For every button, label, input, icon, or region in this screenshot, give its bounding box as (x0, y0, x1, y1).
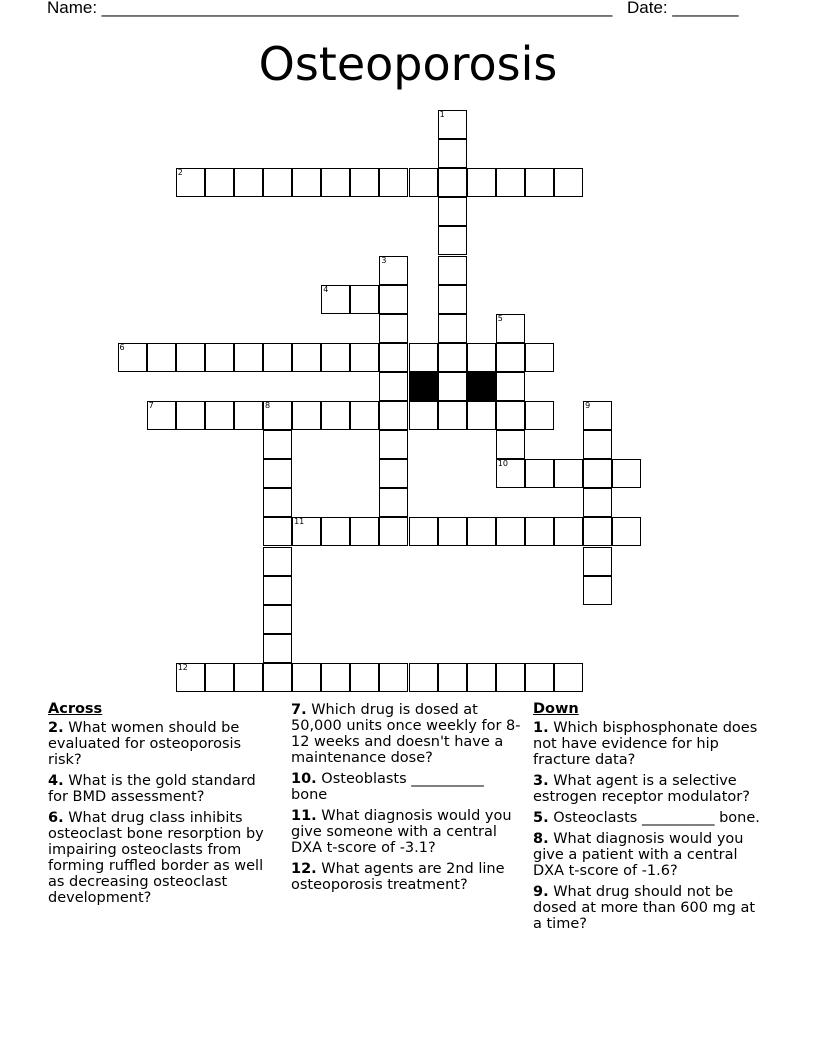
grid-cell[interactable] (438, 139, 467, 168)
clue-across-2: 2. What women should be evaluated for osteoporosis risk? (48, 720, 242, 768)
grid-cell[interactable] (409, 517, 438, 546)
cell-number: 11 (294, 517, 305, 527)
grid-cell[interactable] (525, 459, 554, 488)
grid-cell[interactable] (205, 343, 234, 372)
grid-cell[interactable] (263, 343, 292, 372)
grid-cell[interactable] (263, 517, 292, 546)
grid-cell[interactable] (263, 459, 292, 488)
grid-cell[interactable] (496, 168, 525, 197)
grid-cell[interactable] (205, 401, 234, 430)
grid-cell[interactable] (438, 372, 467, 401)
cell-number: 12 (177, 662, 188, 672)
grid-cell[interactable] (583, 488, 612, 517)
grid-cell[interactable] (379, 372, 408, 401)
grid-cell[interactable] (350, 663, 379, 692)
grid-cell[interactable] (292, 663, 321, 692)
cell-number: 8 (265, 401, 271, 410)
grid-cell[interactable] (263, 605, 292, 634)
grid-cell[interactable] (496, 459, 525, 488)
grid-cell[interactable] (263, 576, 292, 605)
grid-cell[interactable] (147, 343, 176, 372)
cell-number: 9 (585, 401, 591, 410)
clue-across-4: 4. What is the gold standard for BMD assessment? (48, 773, 256, 805)
grid-cell[interactable] (583, 576, 612, 605)
grid-cell[interactable] (467, 663, 496, 692)
grid-cell[interactable] (496, 314, 525, 343)
grid-cell[interactable] (438, 343, 467, 372)
across-clues-continued (291, 702, 521, 898)
grid-cell[interactable] (292, 343, 321, 372)
grid-cell[interactable] (205, 168, 234, 197)
grid-cell[interactable] (554, 517, 583, 546)
grid-cell[interactable] (496, 343, 525, 372)
cell-number: 1 (439, 110, 445, 119)
page-title: Osteoporosis (258, 37, 558, 91)
grid-cell[interactable] (612, 459, 641, 488)
grid-cell[interactable] (467, 517, 496, 546)
grid-cell[interactable] (321, 168, 350, 197)
grid-cell[interactable] (496, 430, 525, 459)
grid-cell[interactable] (234, 401, 263, 430)
grid-cell[interactable] (379, 285, 408, 314)
grid-cell[interactable] (379, 663, 408, 692)
grid-cell[interactable] (263, 547, 292, 576)
grid-cell[interactable] (176, 343, 205, 372)
cell-number: 10 (497, 459, 508, 469)
grid-cell[interactable] (438, 226, 467, 255)
grid-cell[interactable] (467, 401, 496, 430)
grid-cell[interactable] (234, 168, 263, 197)
clue-across-11: 11. What diagnosis would you give someone with a central DXA t-score of -3.1? (291, 808, 512, 856)
grid-cell[interactable] (379, 256, 408, 285)
grid-cell[interactable] (350, 343, 379, 372)
across-clue-list (48, 720, 278, 906)
grid-cell[interactable] (496, 517, 525, 546)
grid-cell[interactable] (525, 401, 554, 430)
cell-number: 3 (381, 255, 387, 265)
clue-across-6: 6. What drug class inhibits osteoclast bone resorption by impairing osteoclasts from forming ruffled border as well as decreasing osteoclast development? (48, 810, 264, 906)
clue-down-9: 9. What drug should not be dosed at more than 600 mg at a time? (533, 884, 756, 932)
grid-cell[interactable] (292, 517, 321, 546)
grid-cell[interactable] (176, 168, 205, 197)
grid-cell[interactable] (379, 430, 408, 459)
grid-cell[interactable] (205, 663, 234, 692)
grid-cell[interactable] (554, 663, 583, 692)
grid-cell[interactable] (321, 343, 350, 372)
cell-number: 7 (148, 401, 154, 410)
cell-number: 6 (119, 342, 125, 352)
grid-cell[interactable] (263, 430, 292, 459)
clue-across-10: 10. Osteoblasts __________ bone (291, 771, 484, 803)
grid-cell[interactable] (525, 168, 554, 197)
grid-cell[interactable] (379, 401, 408, 430)
clue-down-8: 8. What diagnosis would you give a patient with a central DXA t-score of -1.6? (533, 831, 744, 879)
grid-cell[interactable] (409, 663, 438, 692)
grid-cell[interactable] (409, 401, 438, 430)
cell-number: 2 (177, 168, 183, 178)
grid-cell[interactable] (379, 168, 408, 197)
grid-cell[interactable] (438, 517, 467, 546)
grid-cell[interactable] (263, 488, 292, 517)
grid-cell[interactable] (438, 401, 467, 430)
grid-cell[interactable] (496, 401, 525, 430)
grid-cell[interactable] (612, 517, 641, 546)
grid-cell[interactable] (350, 401, 379, 430)
grid-cell[interactable] (467, 343, 496, 372)
grid-cell[interactable] (496, 663, 525, 692)
grid-cell[interactable] (583, 459, 612, 488)
grid-cell[interactable] (583, 430, 612, 459)
grid-cell[interactable] (525, 343, 554, 372)
grid-cell[interactable] (525, 517, 554, 546)
cell-number: 5 (497, 313, 503, 323)
clue-down-5: 5. Osteoclasts __________ bone. (533, 810, 760, 826)
date-field-label[interactable]: Date: _______ (627, 0, 739, 17)
clue-down-3: 3. What agent is a selective estrogen receptor modulator? (533, 773, 750, 805)
grid-cell[interactable] (292, 168, 321, 197)
grid-cell[interactable] (234, 663, 263, 692)
grid-cell[interactable] (263, 401, 292, 430)
grid-cell[interactable] (350, 168, 379, 197)
grid-cell[interactable] (409, 343, 438, 372)
grid-cell[interactable] (321, 285, 350, 314)
grid-cell[interactable] (554, 459, 583, 488)
grid-cell[interactable] (379, 488, 408, 517)
clue-down-1: 1. Which bisphosphonate does not have evidence for hip fracture data? (533, 720, 758, 768)
grid-cell[interactable] (379, 314, 408, 343)
grid-cell[interactable] (263, 663, 292, 692)
grid-cell[interactable] (438, 285, 467, 314)
across-heading: Across (48, 701, 103, 717)
grid-cell[interactable] (321, 663, 350, 692)
grid-cell[interactable] (321, 401, 350, 430)
grid-cell[interactable] (350, 285, 379, 314)
grid-cell[interactable] (118, 343, 147, 372)
grid-cell[interactable] (263, 168, 292, 197)
cell-number: 4 (323, 284, 329, 294)
grid-cell[interactable] (350, 517, 379, 546)
grid-cell[interactable] (438, 110, 467, 139)
grid-cell[interactable] (234, 343, 263, 372)
grid-cell[interactable] (438, 168, 467, 197)
down-clues (533, 701, 763, 937)
grid-cell[interactable] (438, 314, 467, 343)
grid-cell[interactable] (379, 343, 408, 372)
grid-cell[interactable] (525, 663, 554, 692)
name-field-label[interactable]: Name: ______________________________________________________ (47, 0, 613, 17)
grid-cell[interactable] (583, 547, 612, 576)
grid-cell[interactable] (583, 401, 612, 430)
down-heading: Down (533, 701, 579, 717)
grid-cell[interactable] (176, 401, 205, 430)
across-clues (48, 701, 278, 911)
shaded-cell (467, 372, 496, 401)
grid-cell[interactable] (147, 401, 176, 430)
grid-cell[interactable] (554, 168, 583, 197)
grid-cell[interactable] (583, 517, 612, 546)
grid-cell[interactable] (409, 168, 438, 197)
grid-cell[interactable] (438, 663, 467, 692)
grid-cell[interactable] (438, 197, 467, 226)
grid-cell[interactable] (263, 634, 292, 663)
grid-cell[interactable] (379, 517, 408, 546)
clue-across-12: 12. What agents are 2nd line osteoporosis treatment? (291, 861, 505, 893)
grid-cell[interactable] (438, 256, 467, 285)
grid-cell[interactable] (321, 517, 350, 546)
grid-cell[interactable] (496, 372, 525, 401)
grid-cell[interactable] (292, 401, 321, 430)
clue-across-7: 7. Which drug is dosed at 50,000 units once weekly for 8-12 weeks and doesn't have a maintenance dose? (291, 702, 521, 766)
shaded-cell (409, 372, 438, 401)
grid-cell[interactable] (176, 663, 205, 692)
grid-cell[interactable] (379, 459, 408, 488)
grid-cell[interactable] (467, 168, 496, 197)
